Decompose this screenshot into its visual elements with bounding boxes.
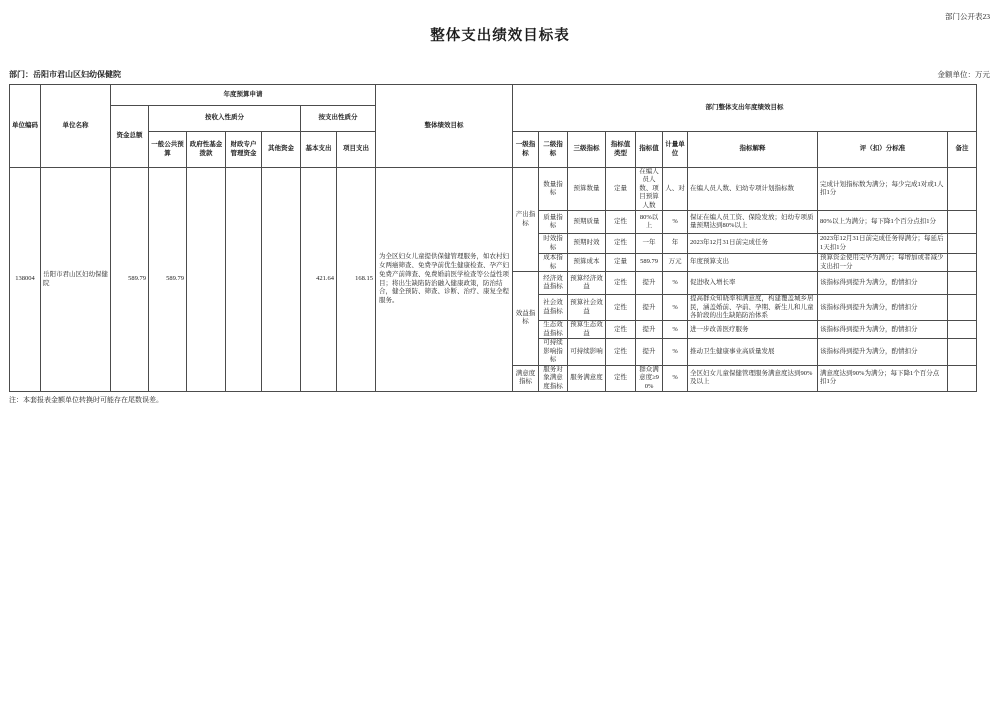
- header-overall-performance-goal: 整体绩效目标: [376, 85, 513, 168]
- level2-cell: 生态效益指标: [539, 321, 568, 339]
- header-by-income-nature: 按收入性质分: [149, 106, 301, 132]
- value-type-cell: 定性: [606, 272, 636, 295]
- header-unit-code: 单位编码: [10, 85, 41, 168]
- level2-cell: 质量指标: [539, 211, 568, 234]
- doc-number: 部门公开表23: [945, 12, 990, 21]
- other-funds-cell: [262, 168, 301, 392]
- basic-expenditure-cell: 421.64: [301, 168, 337, 392]
- scoring-cell: 2023年12月31日前完成任务得满分；每延后1天扣1分: [818, 234, 948, 254]
- explanation-cell: 保证在编人员工资、保险发放；妇幼专项质量预期达到80%以上: [688, 211, 818, 234]
- value-type-cell: 定性: [606, 365, 636, 391]
- header-dept-annual-performance-goal: 部门整体支出年度绩效目标: [513, 85, 977, 132]
- value-type-cell: 定量: [606, 168, 636, 211]
- explanation-cell: 提高群众知晓率和满意度，构建覆盖城乡居民，涵盖婚前、孕前、孕期、新生儿和儿童各阶段的出生缺陷防治体系: [688, 295, 818, 321]
- value-type-cell: 定量: [606, 254, 636, 272]
- scoring-cell: 80%以上为满分；每下降1个百分点扣1分: [818, 211, 948, 234]
- explanation-cell: 推动卫生健康事业高质量发展: [688, 339, 818, 365]
- meta-row: [9, 69, 990, 80]
- unit-name-cell: 岳阳市君山区妇幼保健院: [41, 168, 111, 392]
- value-cell: 群众满意度≥90%: [636, 365, 663, 391]
- header-level3-indicator: 三级指标: [568, 132, 606, 168]
- header-level1-indicator: 一级指标: [513, 132, 539, 168]
- unit-cell: %: [663, 365, 688, 391]
- unit-code-cell: 138004: [10, 168, 41, 392]
- page-title: 整体支出绩效目标表: [430, 28, 570, 44]
- value-cell: 提升: [636, 339, 663, 365]
- total-funds-cell: 589.79: [111, 168, 149, 392]
- amount-unit-label: 金额单位：万元: [937, 70, 990, 79]
- overall-goal-cell: 为全区妇女儿童提供保健管理服务，如农村妇女两癌筛查、免费孕前优生健康检查、孕产妇免费产前筛查、免费婚前医学检查等公益性项目；将出生缺陷防治融入健康政策，防治结合，健全预防、筛查、诊断、治疗、康复全程服务。: [376, 168, 513, 392]
- scoring-cell: 该指标得到提升为满分，酌情扣分: [818, 321, 948, 339]
- unit-cell: %: [663, 295, 688, 321]
- header-project-expenditure: 项目支出: [337, 132, 376, 168]
- value-cell: 一年: [636, 234, 663, 254]
- remark-cell: [948, 339, 977, 365]
- scoring-cell: 该指标得到提升为满分，酌情扣分: [818, 339, 948, 365]
- level3-cell: 预期质量: [568, 211, 606, 234]
- header-other-funds: 其他资金: [262, 132, 301, 168]
- level3-cell: 可持续影响: [568, 339, 606, 365]
- value-cell: 提升: [636, 272, 663, 295]
- explanation-cell: 在编人员人数、妇幼专项计划指标数: [688, 168, 818, 211]
- scoring-cell: 完成计划指标数为满分；每少完成1对或1人扣1分: [818, 168, 948, 211]
- value-type-cell: 定性: [606, 321, 636, 339]
- header-basic-expenditure: 基本支出: [301, 132, 337, 168]
- performance-target-table: [9, 84, 977, 392]
- header-by-expense-nature: 按支出性质分: [301, 106, 376, 132]
- table-wrap: [9, 84, 976, 405]
- level3-cell: 预算成本: [568, 254, 606, 272]
- value-type-cell: 定性: [606, 295, 636, 321]
- unit-cell: 万元: [663, 254, 688, 272]
- scoring-cell: 满意度达到90%为满分；每下降1个百分点扣1分: [818, 365, 948, 391]
- value-cell: 提升: [636, 321, 663, 339]
- level2-cell: 社会效益指标: [539, 295, 568, 321]
- level3-cell: 预算生态效益: [568, 321, 606, 339]
- indicator-group-satisfaction: 满意度指标: [513, 365, 539, 391]
- value-cell: 589.79: [636, 254, 663, 272]
- remark-cell: [948, 321, 977, 339]
- header-row-1: [10, 85, 977, 106]
- unit-cell: %: [663, 272, 688, 295]
- header-measure-unit: 计量单位: [663, 132, 688, 168]
- indicator-group-output: 产出指标: [513, 168, 539, 272]
- remark-cell: [948, 254, 977, 272]
- department-label: 部门：岳阳市君山区妇幼保健院: [9, 70, 121, 79]
- unit-cell: %: [663, 339, 688, 365]
- remark-cell: [948, 168, 977, 211]
- value-cell: 在编人员人数、项目预算人数: [636, 168, 663, 211]
- explanation-cell: 全区妇女儿童保健管理服务满意度达到90%及以上: [688, 365, 818, 391]
- remark-cell: [948, 234, 977, 254]
- header-scoring-standard: 评（扣）分标准: [818, 132, 948, 168]
- value-type-cell: 定性: [606, 211, 636, 234]
- explanation-cell: 促进收入增长率: [688, 272, 818, 295]
- explanation-cell: 进一步改善医疗服务: [688, 321, 818, 339]
- level3-cell: 服务满意度: [568, 365, 606, 391]
- header-general-public-budget: 一般公共预算: [149, 132, 187, 168]
- level3-cell: 预算经济效益: [568, 272, 606, 295]
- level3-cell: 预期时效: [568, 234, 606, 254]
- gov-fund-cell: [187, 168, 226, 392]
- scoring-cell: 该指标得到提升为满分，酌情扣分: [818, 295, 948, 321]
- level3-cell: 预算社会效益: [568, 295, 606, 321]
- header-gov-fund-grants: 政府性基金拨款: [187, 132, 226, 168]
- value-type-cell: 定性: [606, 339, 636, 365]
- explanation-cell: 2023年12月31日前完成任务: [688, 234, 818, 254]
- unit-cell: 人、对: [663, 168, 688, 211]
- header-indicator-value: 指标值: [636, 132, 663, 168]
- remark-cell: [948, 211, 977, 234]
- project-expenditure-cell: 168.15: [337, 168, 376, 392]
- level2-cell: 成本指标: [539, 254, 568, 272]
- value-cell: 提升: [636, 295, 663, 321]
- remark-cell: [948, 365, 977, 391]
- level2-cell: 经济效益指标: [539, 272, 568, 295]
- level2-cell: 数量指标: [539, 168, 568, 211]
- indicator-row: [10, 168, 977, 211]
- unit-cell: 年: [663, 234, 688, 254]
- header-remark: 备注: [948, 132, 977, 168]
- header-indicator-explanation: 指标解释: [688, 132, 818, 168]
- footnote: 注：本套报表金额单位转换时可能存在尾数误差。: [9, 396, 163, 404]
- remark-cell: [948, 295, 977, 321]
- header-fiscal-special-account: 财政专户管理资金: [226, 132, 262, 168]
- scoring-cell: 该指标得到提升为满分，酌情扣分: [818, 272, 948, 295]
- fiscal-special-cell: [226, 168, 262, 392]
- level3-cell: 预算数量: [568, 168, 606, 211]
- level2-cell: 可持续影响指标: [539, 339, 568, 365]
- level2-cell: 时效指标: [539, 234, 568, 254]
- header-indicator-value-type: 指标值类型: [606, 132, 636, 168]
- unit-cell: %: [663, 211, 688, 234]
- general-public-budget-cell: 589.79: [149, 168, 187, 392]
- level2-cell: 服务对象满意度指标: [539, 365, 568, 391]
- indicator-group-benefit: 效益指标: [513, 272, 539, 366]
- header-unit-name: 单位名称: [41, 85, 111, 168]
- remark-cell: [948, 272, 977, 295]
- header-annual-budget-request: 年度预算申请: [111, 85, 376, 106]
- value-type-cell: 定性: [606, 234, 636, 254]
- header-level2-indicator: 二级指标: [539, 132, 568, 168]
- scoring-cell: 预算资金使用完毕为满分；每增加或者减少支出扣一分: [818, 254, 948, 272]
- value-cell: 80%以上: [636, 211, 663, 234]
- explanation-cell: 年度预算支出: [688, 254, 818, 272]
- header-total-funds: 资金总额: [111, 106, 149, 168]
- unit-cell: %: [663, 321, 688, 339]
